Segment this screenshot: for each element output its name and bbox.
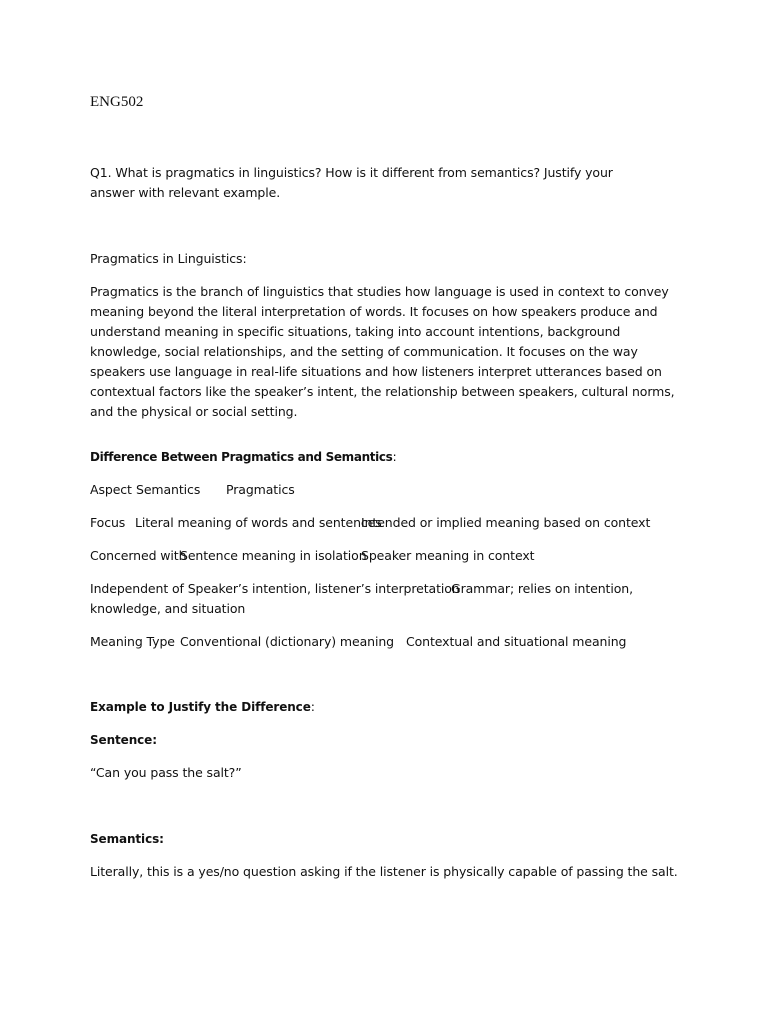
table-cell-pragmatics: Speaker meaning in context: [361, 548, 535, 563]
table-cell-aspect: Focus: [90, 515, 126, 530]
table-cell-aspect: Independent of Speaker’s intention, listener’s interpretation: [90, 581, 460, 596]
table-cell-semantics: Conventional (dictionary) meaning: [180, 634, 394, 649]
pragmatics-paragraph: Pragmatics is the branch of linguistics that studies how language is used in context to convey meaning beyond the literal interpretation of words. It focuses on how speakers produce and understand meaning in specific situations, taking into account intentions, background knowledge, social relationships, and the setting of communication. It focuses on the way speakers use language in real-life situations and how listeners interpret utterances based on contextual factors like the speaker’s intent, the relationship between speakers, cultural norms, and the physical or social setting.: [90, 284, 675, 419]
difference-heading: [90, 447, 680, 467]
table-row: [90, 579, 690, 619]
table-cell-semantics: Literal meaning of words and sentences: [135, 515, 382, 530]
table-cell-aspect: Meaning Type: [90, 634, 175, 649]
example-heading-colon: :: [310, 699, 315, 714]
table-cell-pragmatics: Intended or implied meaning based on context: [361, 515, 651, 530]
table-cell-pragmatics: Pragmatics: [226, 482, 295, 497]
table-cell-aspect: Aspect: [90, 482, 132, 497]
table-row: [90, 632, 690, 672]
semantics-label: Semantics:: [90, 832, 164, 846]
example-heading-text: Example to Justify the Difference: [90, 700, 311, 714]
table-cell-continuation: knowledge, and situation: [90, 601, 246, 616]
table-cell-aspect: Concerned with: [90, 548, 187, 563]
table-cell-pragmatics: Contextual and situational meaning: [406, 634, 627, 649]
question-text: Q1. What is pragmatics in linguistics? How is it different from semantics? Justify your answer with relevant example.: [90, 165, 613, 200]
pragmatics-heading: Pragmatics in Linguistics:: [90, 251, 247, 266]
difference-heading-text: Difference Between Pragmatics and Semantics: [90, 450, 393, 464]
difference-heading-colon: :: [392, 449, 397, 464]
table-cell-semantics: Sentence meaning in isolation: [180, 548, 367, 563]
course-code: ENG502: [90, 94, 144, 110]
sentence-text: “Can you pass the salt?”: [90, 765, 242, 780]
sentence-label: Sentence:: [90, 733, 157, 747]
table-cell-pragmatics: Grammar; relies on intention,: [451, 581, 633, 596]
example-heading: [90, 697, 680, 717]
table-cell-semantics: Semantics: [136, 482, 201, 497]
semantics-text: Literally, this is a yes/no question asking if the listener is physically capable of passing the salt.: [90, 864, 678, 879]
